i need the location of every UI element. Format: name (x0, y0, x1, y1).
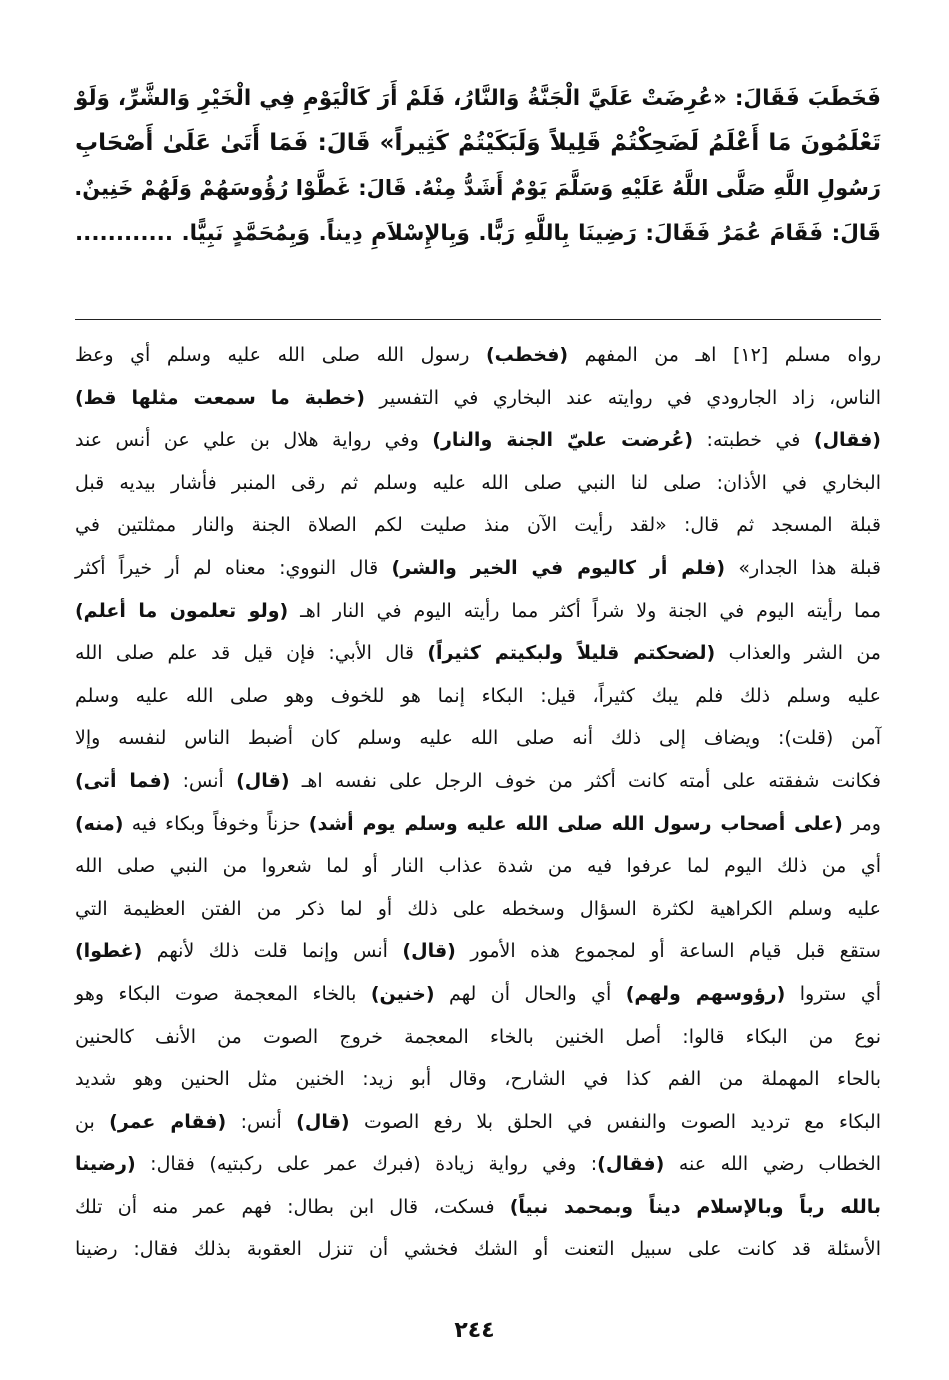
text-segment: الأسئلة قد كانت على سبيل التعنت أو الشك فخشي أن تنزل العقوبة بذلك فقال: رضينا (75, 1238, 881, 1261)
text-segment: بالحاء المهملة من الفم كذا في الشارح، وقال أبو زيد: الخنين مثل الحنين وهو شديد (75, 1068, 881, 1091)
bold-quote-segment: (فخطب) (485, 344, 569, 366)
footnote-line (75, 462, 881, 505)
bold-quote-segment: (قال) (296, 1110, 350, 1133)
text-segment: ومر (842, 812, 881, 835)
bold-quote-segment: (خنين) (370, 982, 435, 1005)
text-segment: فكانت شفقته على أمته كانت أكثر من خوف الرجل على نفسه اهـ (289, 769, 882, 792)
text-segment: قبلة هذا الجدار» (725, 556, 881, 579)
text-segment: وفي رواية هلال بن علي عن أنس عند (75, 429, 433, 452)
bold-quote-segment: (خطبة ما سمعت مثلها قط) (75, 386, 365, 409)
footnote-line (75, 803, 881, 846)
text-segment: آمن (قلت): ويضاف إلى ذلك أنه صلى الله عليه وسلم كان أضبط الناس لنفسه وإلا (75, 727, 881, 750)
text-segment: مما رأيته اليوم في الجنة ولا شراً أكثر مما رأيته اليوم في النار اهـ (288, 599, 881, 622)
text-segment: عليه وسلم ذلك فلم يبك كثيراً، قيل: البكاء إنما هو للخوف وهو صلى الله عليه وسلم (75, 684, 881, 707)
text-segment: من الشر والعذاب (715, 642, 881, 665)
footnote-line (75, 845, 881, 888)
text-segment: أي من ذلك اليوم لما عرفوا فيه من شدة عذاب النار أو لما شعروا من النبي صلى الله (75, 855, 881, 878)
footnote-line (75, 1143, 881, 1186)
bold-quote-segment: (ولو تعلمون ما أعلم) (75, 599, 289, 622)
bold-quote-segment: قَالَ: فَقَامَ عُمَرُ فَقَالَ: رَضِينَا بِاللَّهِ رَبًّا. وَبِالإِسْلاَمِ دِيناً. وَبِمُحَمَّدٍ نَبِيًّا. ............ (75, 221, 881, 246)
bold-quote-segment: تَعْلَمُونَ مَا أَعْلَمُ لَضَحِكْتُمْ قَلِيلاً وَلَبَكَيْتُمْ كَثِيراً» قَالَ: فَمَا أَتَىٰ عَلَىٰ أَصْحَابِ (75, 130, 881, 156)
footnote-line (75, 377, 881, 420)
bold-quote-segment: (منه) (75, 812, 124, 835)
hadith-line (75, 166, 881, 211)
text-segment: قال النووي: معناه لم أر خيراً أكثر (75, 556, 392, 579)
footnote-line (75, 632, 881, 675)
footnote-line (75, 334, 881, 377)
footnote-separator (75, 319, 881, 320)
text-segment: أي ستروا (785, 982, 881, 1005)
footnote-line (75, 1228, 881, 1271)
page-number: ٢٤٤ (454, 1318, 495, 1343)
footnote-line (75, 760, 881, 803)
bold-quote-segment: (قال) (402, 940, 456, 963)
text-segment: رسول الله صلى الله عليه وسلم أي وعظ (75, 344, 486, 366)
footnote-line (75, 675, 881, 718)
bold-quote-segment: (فما أتى) (75, 769, 171, 792)
text-segment: بالخاء المعجمة صوت البكاء وهو (75, 982, 371, 1005)
text-segment: الناس، زاد الجارودي في روايته عند البخاري في التفسير (364, 386, 882, 409)
bold-quote-segment: (على أصحاب رسول الله صلى الله عليه وسلم يوم أشد) (308, 812, 843, 835)
bold-quote-segment: (فلم أر كاليوم في الخير والشر) (391, 556, 726, 579)
bold-quote-segment: (فقام عمر) (109, 1110, 227, 1133)
footnote-line (75, 717, 881, 760)
hadith-line (75, 76, 881, 121)
footnote-line (75, 1101, 881, 1144)
text-segment: رواه مسلم [١٢] اهـ من المفهم (568, 344, 882, 366)
footnote-line (75, 590, 881, 633)
text-segment: الخطاب رضي الله عنه (664, 1153, 881, 1176)
text-segment: قال الأبي: فإن قيل قد علم صلى الله (75, 642, 428, 665)
bold-quote-segment: (فقال) (813, 429, 881, 452)
bold-quote-segment: بالله رباً وبالإسلام ديناً وبمحمد نبياً) (509, 1195, 881, 1218)
bold-quote-segment: (عُرضت عليّ الجنة والنار) (432, 429, 694, 452)
text-segment: عليه وسلم الكراهية لكثرة السؤال وسخطه على ذلك أو لما ذكر من الفتن العظيمة التي (75, 897, 881, 920)
footnote-line (75, 1058, 881, 1101)
commentary-footnotes (75, 334, 881, 1271)
bold-quote-segment: (فقال) (597, 1153, 665, 1176)
text-segment: أنس: (170, 769, 237, 792)
bold-quote-segment: فَخَطَبَ فَقَالَ: «عُرِضَتْ عَلَيَّ الْجَنَّةُ وَالنَّارُ، فَلَمْ أَرَ كَالْيَوْمِ فِي الْخَيْرِ وَالشَّرِّ، وَلَوْ (75, 86, 881, 111)
bold-quote-segment: (قال) (236, 769, 290, 792)
footnote-line (75, 973, 881, 1016)
text-segment: فسكت، قال ابن بطال: فهم عمر منه أن تلك (75, 1195, 510, 1218)
bold-quote-segment: (لضحكتم قليلاً ولبكيتم كثيراً) (427, 642, 716, 665)
bold-quote-segment: رَسُولِ اللَّهِ صَلَّى اللَّهُ عَلَيْهِ وَسَلَّمَ يَوْمٌ أَشَدُّ مِنْهُ. قَالَ: غَطَّوْا رُؤُوسَهُمْ وَلَهُمْ خَنِينٌ. (74, 176, 881, 200)
hadith-line (75, 211, 881, 256)
footnote-line (75, 419, 881, 462)
text-segment: أي والحال أن لهم (434, 982, 626, 1005)
text-segment: البخاري في الأذان: صلى لنا النبي صلى الله عليه وسلم ثم رقى المنبر فأشار بيديه قبل (75, 471, 881, 494)
footnote-line (75, 888, 881, 931)
text-segment: : وفي رواية زيادة (فبرك عمر على ركبتيه) فقال: (135, 1153, 598, 1176)
text-segment: قبلة المسجد ثم قال: «لقد رأيت الآن منذ صليت لكم الصلاة الجنة والنار ممثلتين في (75, 514, 881, 537)
text-segment: البكاء مع ترديد الصوت والنفس في الحلق بلا رفع الصوت (349, 1110, 881, 1133)
footnote-line (75, 1016, 881, 1059)
text-segment: نوع من البكاء قالوا: أصل الخنين بالخاء المعجمة خروج الصوت من الأنف كالحنين (75, 1025, 881, 1048)
hadith-line (75, 121, 881, 166)
bold-quote-segment: (غطوا) (75, 940, 143, 963)
text-segment: في خطبته: (693, 429, 814, 452)
text-segment: أنس وإنما قلت ذلك لأنهم (142, 940, 403, 963)
bold-quote-segment: (رضينا (75, 1153, 136, 1176)
text-segment: حزناً وخوفاً وبكاء فيه (123, 812, 309, 835)
footnote-line (75, 504, 881, 547)
footnote-line (75, 930, 881, 973)
text-segment: بن (75, 1110, 110, 1133)
bold-quote-segment: (رؤوسهم ولهم) (625, 982, 786, 1005)
text-segment: ستقع قبل قيام الساعة أو لمجموع هذه الأمور (455, 940, 881, 963)
text-segment: أنس: (226, 1110, 297, 1133)
hadith-text (75, 76, 881, 256)
footnote-line (75, 547, 881, 590)
footnote-line (75, 1186, 881, 1229)
